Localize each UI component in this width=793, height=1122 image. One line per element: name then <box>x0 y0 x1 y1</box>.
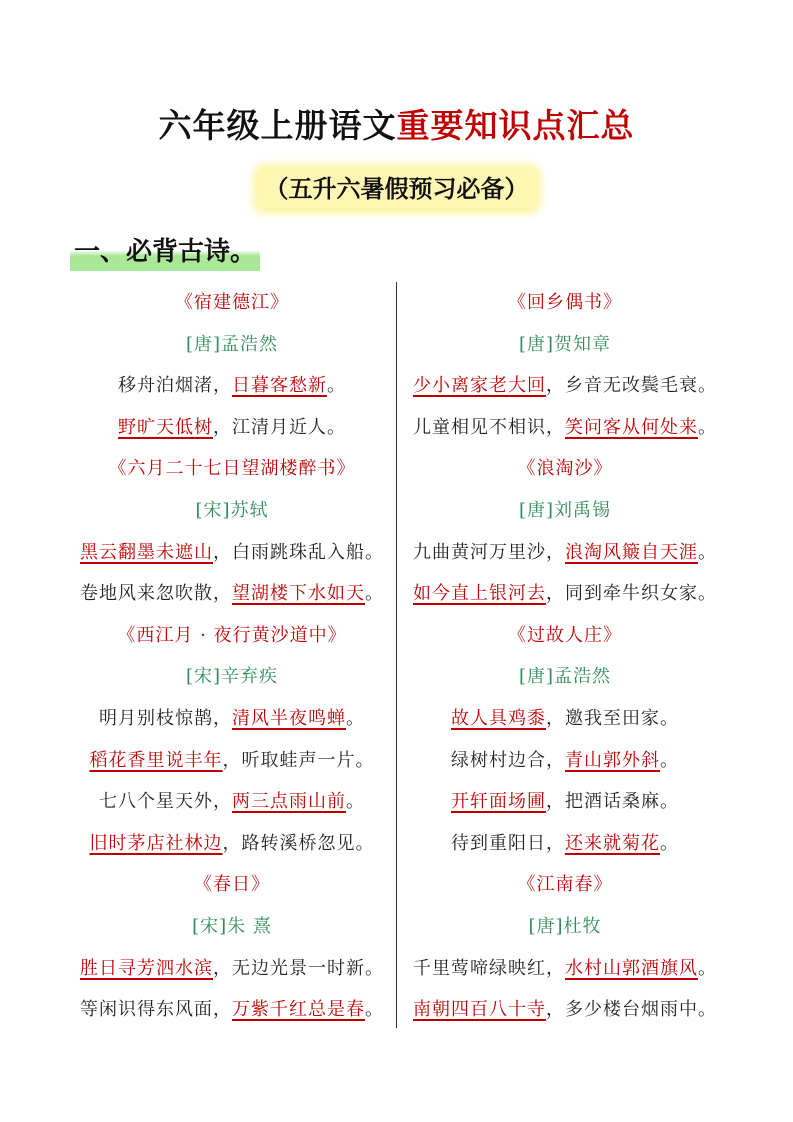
poem-line <box>67 532 397 574</box>
verse-text: 明月别枝惊鹊， <box>99 707 232 729</box>
poem-column-right <box>400 282 730 1031</box>
key-verse-highlight: 水村山郭酒旗风 <box>565 957 698 979</box>
verse-text: 。 <box>365 999 384 1021</box>
page-title-highlight: 重要知识点汇总 <box>396 106 635 145</box>
poem-line <box>400 948 730 990</box>
poem-author: [唐]孟浩然 <box>518 666 612 688</box>
poem-title: 《浪淘沙》 <box>517 458 613 480</box>
verse-text: 。 <box>327 375 346 397</box>
key-verse-highlight: 青山郭外斜 <box>565 749 660 771</box>
key-verse-highlight: 开轩面场圃 <box>451 791 546 813</box>
poem-title: 《江南春》 <box>517 874 613 896</box>
poem-column-left <box>67 282 397 1031</box>
poem-line <box>67 823 397 865</box>
key-verse-highlight: 故人具鸡黍 <box>451 707 546 729</box>
poem-title: 《春日》 <box>194 874 270 896</box>
poem-title: 《西江月 · 夜行黄沙道中》 <box>117 624 347 646</box>
poem-line <box>400 573 730 615</box>
poem-author: [唐]刘禹锡 <box>518 499 612 521</box>
section-heading: 一、必背古诗。 <box>70 233 260 271</box>
verse-text: 。 <box>346 791 365 813</box>
verse-text: 。 <box>698 541 717 563</box>
poem-line <box>400 698 730 740</box>
verse-text: 。 <box>698 957 717 979</box>
key-verse-highlight: 南朝四百八十寺 <box>413 999 546 1021</box>
verse-text: ，白雨跳珠乱入船。 <box>213 541 384 563</box>
key-verse-highlight: 旧时茅店社林边 <box>89 832 223 854</box>
poem-line <box>400 989 730 1031</box>
key-verse-highlight: 望湖楼下水如天 <box>232 583 365 605</box>
verse-text: ，听取蛙声一片。 <box>222 749 375 771</box>
key-verse-highlight: 稻花香里说丰年 <box>89 749 223 771</box>
verse-text: ，路转溪桥忽见。 <box>222 832 375 854</box>
poem-author: [宋]朱 熹 <box>192 915 272 937</box>
poem-line <box>67 989 397 1031</box>
verse-text: ，江清月近人。 <box>213 416 346 438</box>
verse-text: 儿童相见不相识， <box>413 416 565 438</box>
poem-line <box>400 407 730 449</box>
poem-title: 《宿建德江》 <box>175 292 289 313</box>
poem-line <box>67 948 397 990</box>
page-subtitle: （五升六暑假预习必备） <box>259 170 535 208</box>
poem-line <box>67 740 397 782</box>
poem-line <box>67 365 397 407</box>
key-verse-highlight: 如今直上银河去 <box>413 583 546 605</box>
verse-text: 。 <box>660 749 679 771</box>
verse-text: 等闲识得东风面， <box>80 999 232 1021</box>
poem-line <box>67 781 397 823</box>
poem-line <box>400 532 730 574</box>
poem-title: 《六月二十七日望湖楼醉书》 <box>108 458 356 480</box>
page-title-main: 六年级上册语文 <box>158 106 397 145</box>
subtitle-container <box>0 170 793 208</box>
poem-title: 《回乡偶书》 <box>508 292 622 313</box>
verse-text: 绿树村边合， <box>451 749 565 771</box>
verse-text: 。 <box>660 832 679 854</box>
key-verse-highlight: 少小离家老大回 <box>413 375 546 397</box>
key-verse-highlight: 两三点雨山前 <box>232 791 346 813</box>
key-verse-highlight: 胜日寻芳泗水滨 <box>80 957 213 979</box>
verse-text: 待到重阳日， <box>451 832 565 854</box>
poem-author: [宋]苏轼 <box>195 499 269 521</box>
poem-line <box>67 407 397 449</box>
key-verse-highlight: 日暮客愁新 <box>232 375 327 397</box>
verse-text: ，乡音无改鬓毛衰。 <box>546 375 717 397</box>
key-verse-highlight: 还来就菊花 <box>565 832 660 854</box>
verse-text: ，同到牵牛织女家。 <box>546 583 717 605</box>
poem-line <box>400 823 730 865</box>
key-verse-highlight: 黑云翻墨未遮山 <box>80 541 213 563</box>
poem-author: [唐]杜牧 <box>528 915 602 937</box>
poem-line <box>400 781 730 823</box>
verse-text: ，无边光景一时新。 <box>213 957 384 979</box>
verse-text: 卷地风来忽吹散， <box>80 583 232 605</box>
verse-text: 七八个星天外， <box>99 791 232 813</box>
verse-text: ，多少楼台烟雨中。 <box>546 999 717 1021</box>
verse-text: ，把酒话桑麻。 <box>546 791 679 813</box>
verse-text: 千里莺啼绿映红， <box>413 957 565 979</box>
key-verse-highlight: 万紫千红总是春 <box>232 999 365 1021</box>
poem-line <box>67 573 397 615</box>
poem-author: [唐]孟浩然 <box>185 333 279 355</box>
verse-text: ，邀我至田家。 <box>546 707 679 729</box>
verse-text: 九曲黄河万里沙， <box>413 541 565 563</box>
poem-line <box>400 740 730 782</box>
verse-text: 。 <box>698 416 717 438</box>
key-verse-highlight: 笑问客从何处来 <box>565 416 698 438</box>
key-verse-highlight: 清风半夜鸣蝉 <box>232 707 346 729</box>
key-verse-highlight: 浪淘风簸自天涯 <box>565 541 698 563</box>
poem-line <box>67 698 397 740</box>
key-verse-highlight: 野旷天低树 <box>118 416 213 438</box>
poem-title: 《过故人庄》 <box>508 624 622 646</box>
poem-line <box>400 365 730 407</box>
page-title <box>0 104 793 148</box>
verse-text: 移舟泊烟渚， <box>118 375 232 397</box>
poem-author: [唐]贺知章 <box>518 333 612 355</box>
verse-text: 。 <box>346 707 365 729</box>
verse-text: 。 <box>365 583 384 605</box>
poem-author: [宋]辛弃疾 <box>185 666 279 688</box>
